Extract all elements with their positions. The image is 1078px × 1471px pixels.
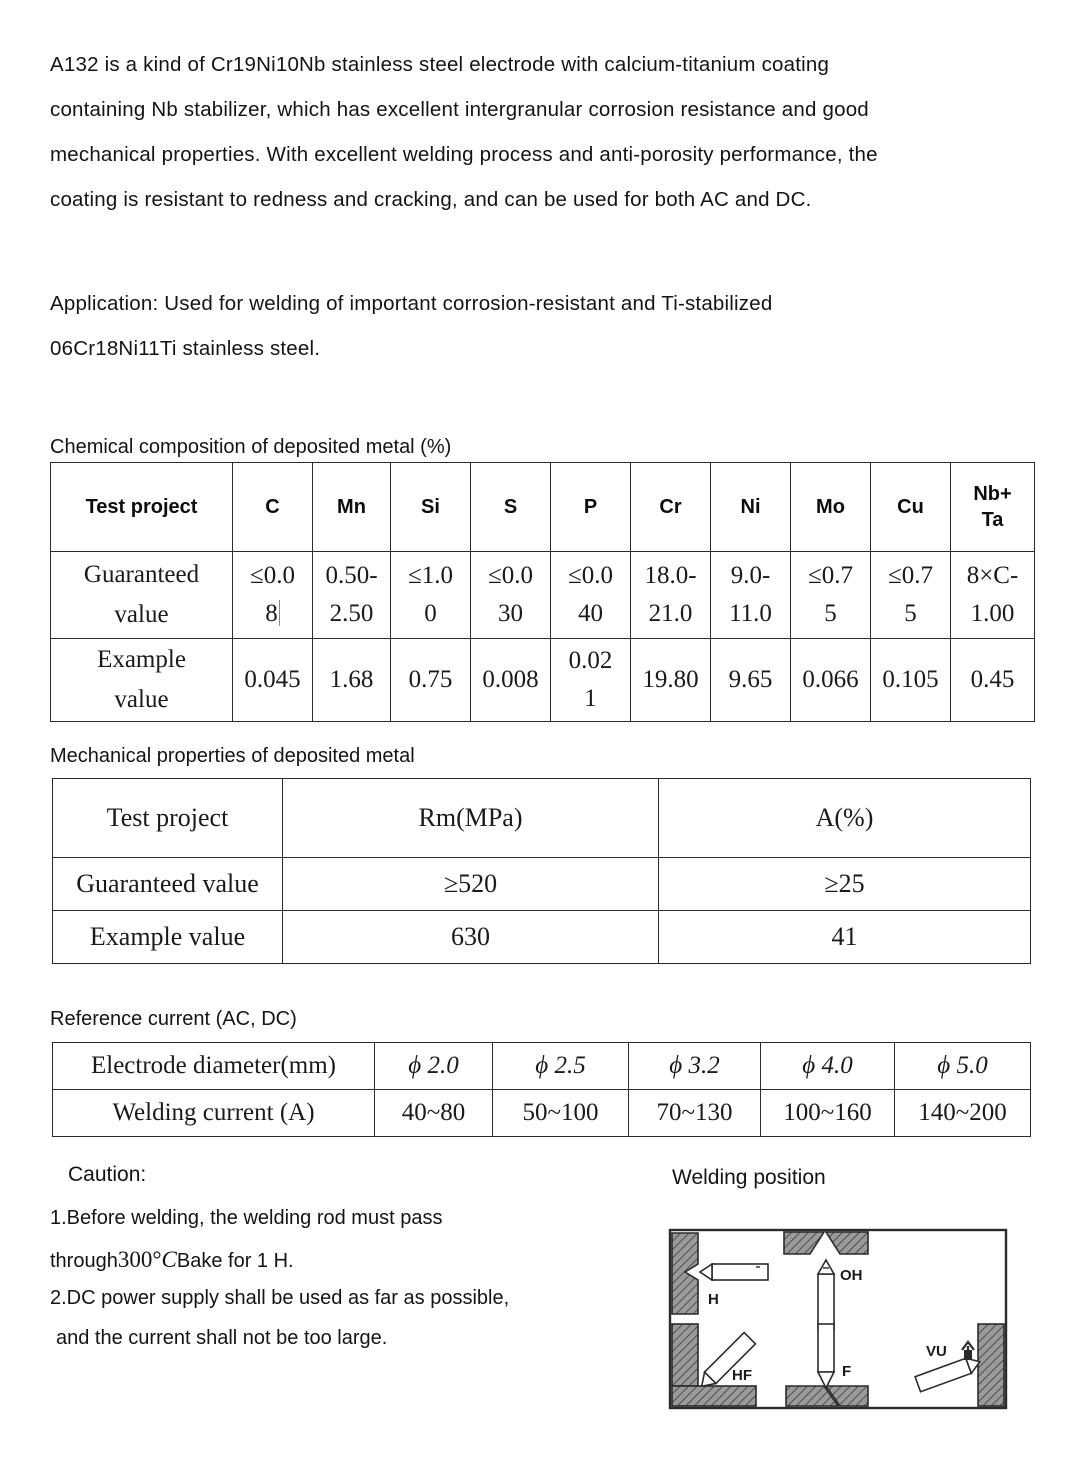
welding-position-diagram	[668, 1228, 1008, 1410]
text-cursor-caret	[279, 600, 280, 626]
intro-line-3: mechanical properties. With excellent welding process and anti-porosity performance, the	[50, 143, 878, 166]
mech-ex-rm: 630	[283, 911, 659, 964]
mech-ex-label: Example value	[53, 911, 283, 964]
chem-ex-nbta: 0.45	[951, 639, 1035, 722]
caution-bake-duration: Bake for 1 H.	[176, 1250, 294, 1272]
table-header-row	[53, 779, 1031, 858]
chem-guar-nbta: 8×C- 1.00	[951, 552, 1035, 639]
chem-guar-ni: 9.0- 11.0	[711, 552, 791, 639]
chem-header-ni: Ni	[711, 463, 791, 552]
chem-header-mo: Mo	[791, 463, 871, 552]
mechanical-properties-table	[52, 778, 1031, 964]
workpiece-right	[978, 1324, 1004, 1406]
chem-header-nbta-line1: Nb+	[973, 483, 1012, 505]
vertical-up-arrow-body	[964, 1350, 972, 1360]
caution-title: Caution:	[68, 1163, 147, 1186]
caution-bake-temperature: 300°	[117, 1247, 162, 1272]
diagram-frame	[670, 1230, 1006, 1408]
chem-ex-cr: 19.80	[631, 639, 711, 722]
chem-header-testproject: Test project	[51, 463, 233, 552]
ref-label-diameter: Electrode diameter(mm)	[53, 1043, 375, 1090]
workpiece-left-bottom	[672, 1324, 698, 1386]
ref-current-3: 70~130	[629, 1090, 761, 1137]
application-line-2: 06Cr18Ni11Ti stainless steel.	[50, 337, 321, 360]
caution-item-2-line-1: 2.DC power supply shall be used as far as possible,	[50, 1287, 510, 1309]
chem-ex-cu: 0.105	[871, 639, 951, 722]
ref-current-2: 50~100	[493, 1090, 629, 1137]
chem-ex-c: 0.045	[233, 639, 313, 722]
ref-diameter-5: ϕ 5.0	[895, 1043, 1031, 1090]
chem-row-label-example	[51, 639, 233, 722]
table-header-row	[51, 463, 1035, 552]
welding-position-label-vu: VU	[926, 1343, 947, 1360]
reference-current-caption: Reference current (AC, DC)	[50, 1008, 297, 1030]
caution-through-prefix: through	[50, 1250, 118, 1272]
welding-position-label-h: H	[708, 1291, 719, 1308]
intro-line-4: coating is resistant to redness and cracking, and can be used for both AC and DC.	[50, 188, 812, 211]
chem-header-s: S	[471, 463, 551, 552]
intro-line-1: A132 is a kind of Cr19Ni10Nb stainless steel electrode with calcium-titanium coating	[50, 53, 830, 76]
ref-current-4: 100~160	[761, 1090, 895, 1137]
ref-diameter-4: ϕ 4.0	[761, 1043, 895, 1090]
mech-guar-label: Guaranteed value	[53, 858, 283, 911]
mech-header-testproject: Test project	[53, 779, 283, 858]
chem-guar-label-line1: Guaranteed	[83, 561, 200, 588]
welding-position-title: Welding position	[672, 1166, 826, 1189]
chem-ex-s: 0.008	[471, 639, 551, 722]
chem-ex-ni: 9.65	[711, 639, 791, 722]
table-row-example	[53, 911, 1031, 964]
chem-header-mn: Mn	[313, 463, 391, 552]
intro-line-2: containing Nb stabilizer, which has excellent intergranular corrosion resistance and good	[50, 98, 869, 121]
reference-current-table	[52, 1042, 1031, 1137]
chem-header-nbta-line2: Ta	[981, 509, 1004, 531]
chem-header-cu: Cu	[871, 463, 951, 552]
caution-item-2-line-2: and the current shall not be too large.	[56, 1327, 388, 1349]
chem-guar-si: ≤1.0 0	[391, 552, 471, 639]
caution-item-1-line-1: 1.Before welding, the welding rod must pass	[50, 1207, 443, 1229]
chem-guar-mn: 0.50- 2.50	[313, 552, 391, 639]
chem-ex-mn: 1.68	[313, 639, 391, 722]
application-paragraph	[50, 281, 772, 371]
ref-diameter-3: ϕ 3.2	[629, 1043, 761, 1090]
chem-header-p: P	[551, 463, 631, 552]
table-row-guaranteed	[53, 858, 1031, 911]
mech-header-rm: Rm(MPa)	[283, 779, 659, 858]
mech-guar-rm: ≥520	[283, 858, 659, 911]
table-row-diameter	[53, 1043, 1031, 1090]
chem-ex-mo: 0.066	[791, 639, 871, 722]
chemical-composition-table	[50, 462, 1035, 722]
mech-ex-a: 41	[659, 911, 1031, 964]
ref-current-1: 40~80	[375, 1090, 493, 1137]
chem-header-si: Si	[391, 463, 471, 552]
ref-diameter-2: ϕ 2.5	[493, 1043, 629, 1090]
chem-guar-c-line2: 8	[265, 600, 278, 627]
chem-guar-label-line2: value	[114, 601, 169, 628]
mech-header-a: A(%)	[659, 779, 1031, 858]
caution-item-1-line-2	[50, 1247, 294, 1273]
caution-temperature-unit: C	[161, 1247, 177, 1272]
intro-paragraph	[50, 42, 878, 222]
chem-guar-p: ≤0.0 40	[551, 552, 631, 639]
welding-position-label-f: F	[842, 1363, 852, 1380]
ref-current-5: 140~200	[895, 1090, 1031, 1137]
electrode-oh	[818, 1260, 834, 1330]
table-row-current	[53, 1090, 1031, 1137]
welding-position-label-oh: OH	[840, 1267, 863, 1284]
ref-diameter-1: ϕ 2.0	[375, 1043, 493, 1090]
workpiece-bottom-left	[672, 1386, 756, 1406]
table-row-guaranteed	[51, 552, 1035, 639]
chem-ex-label-line2: value	[114, 686, 169, 713]
welding-position-label-hf: HF	[732, 1367, 752, 1384]
chem-guar-cr: 18.0- 21.0	[631, 552, 711, 639]
chem-header-cr: Cr	[631, 463, 711, 552]
mech-guar-a: ≥25	[659, 858, 1031, 911]
electrode-f	[818, 1324, 834, 1388]
chem-guar-c: ≤0.0 8	[233, 552, 313, 639]
chem-guar-s: ≤0.0 30	[471, 552, 551, 639]
electrode-h	[700, 1264, 768, 1280]
chem-ex-si: 0.75	[391, 639, 471, 722]
chem-guar-mo: ≤0.7 5	[791, 552, 871, 639]
chem-row-label-guaranteed	[51, 552, 233, 639]
chem-header-c: C	[233, 463, 313, 552]
chemical-table-caption: Chemical composition of deposited metal (%)	[50, 436, 452, 458]
chem-header-nbta	[951, 463, 1035, 552]
chem-ex-p: 0.02 1	[551, 639, 631, 722]
chem-ex-label-line1: Example	[97, 646, 186, 673]
ref-label-current: Welding current (A)	[53, 1090, 375, 1137]
application-line-1: Application: Used for welding of important corrosion-resistant and Ti-stabilized	[50, 292, 773, 315]
mechanical-table-caption: Mechanical properties of deposited metal	[50, 745, 415, 767]
chem-guar-cu: ≤0.7 5	[871, 552, 951, 639]
table-row-example	[51, 639, 1035, 722]
